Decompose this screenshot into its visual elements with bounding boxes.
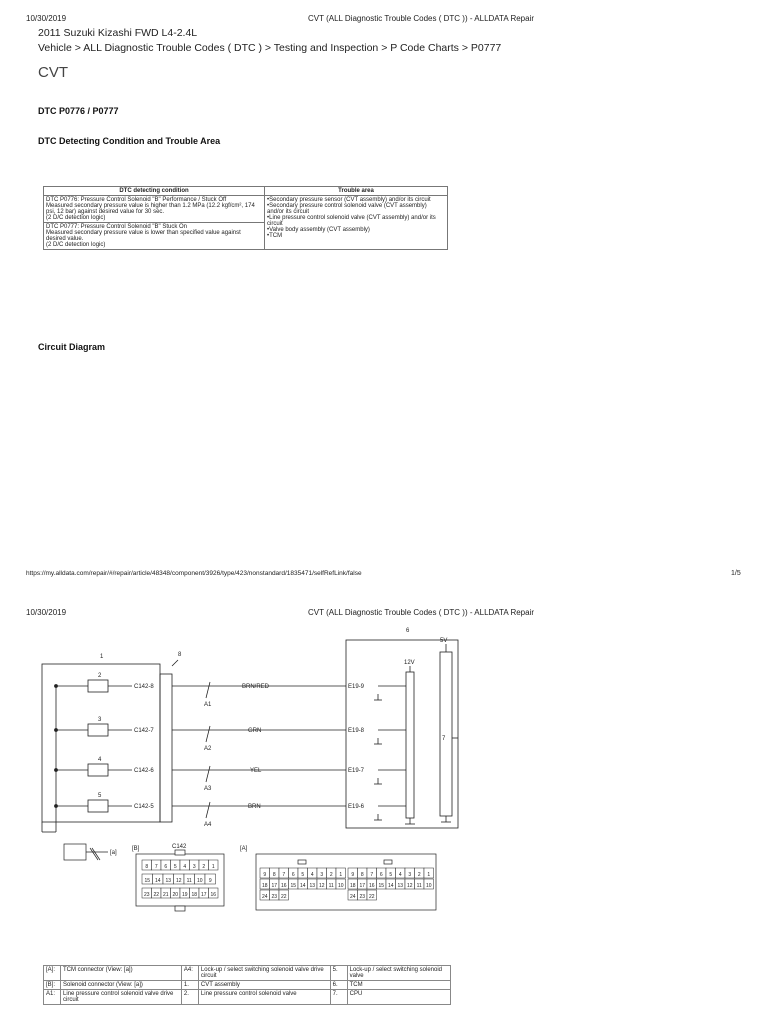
pin-number: 9 [351,872,355,878]
wire-color: BRN/RED [242,684,270,690]
cell-line: Measured secondary pressure value is lower than specified value against desired value. [46,230,241,242]
pin-number: 17 [359,883,366,889]
legend-cell: 7. [330,990,347,1005]
pin-number: 21 [162,892,169,898]
dtc-trouble-area [265,196,448,250]
pin-number: 18 [191,892,198,898]
supply-block [406,672,414,818]
legend-cell: TCM connector (View: [a]) [61,966,182,981]
pin-number: 22 [368,894,375,900]
pin-e19-9: E19-9 [348,684,365,690]
cell-line: (2 D/C detection logic) [46,215,106,221]
pin-number: 16 [368,883,375,889]
pin-number: 2 [202,864,206,870]
pin-number: 8 [360,872,364,878]
page2-header-title: CVT (ALL Diagnostic Trouble Codes ( DTC )) - ALLDATA Repair [308,608,535,617]
cell-line: •Secondary pressure control solenoid valve (CVT assembly) and/or its circuit [267,203,427,215]
pin-number: 15 [290,883,297,889]
legend-cell: 1. [181,981,198,990]
label-4: 4 [98,757,102,763]
pin-number: 10 [337,883,344,889]
legend-cell: A4: [181,966,198,981]
cell-line: •TCM [267,233,283,239]
pin-number: 12 [318,883,325,889]
section-title: CVT [38,64,68,81]
circuit-diagram [38,622,478,914]
pin-number: 9 [208,878,212,884]
pin-number: 16 [210,892,217,898]
connector-b-label: [B] [132,846,140,852]
pin-number: 10 [196,878,203,884]
pin-number: 14 [387,883,394,889]
legend-row [44,981,451,990]
dtc-row-p0776 [44,196,265,223]
footer-page-number: 1/5 [731,570,741,577]
pin-number: 4 [398,872,402,878]
pin-number: 11 [328,883,334,889]
connector-view-icon [64,844,86,860]
legend-cell: CVT assembly [198,981,330,990]
pin-c142-6: C142-6 [134,768,154,774]
dtc-col-condition: DTC detecting condition [44,187,265,196]
cell-line: •Secondary pressure sensor (CVT assembly) and/or its circuit [267,197,431,203]
condition-heading: DTC Detecting Condition and Trouble Area [38,136,221,146]
pin-number: 6 [291,872,295,878]
label-3: 3 [98,717,102,723]
dtc-col-area: Trouble area [265,187,448,196]
footer-url[interactable]: https://my.alldata.com/repair/#/repair/article/48348/component/3926/type/423/nonstandard/1835471/selfRefLink/false [26,570,362,577]
pin-number: 2 [329,872,333,878]
label-7: 7 [442,736,446,742]
header-date: 10/30/2019 [26,14,67,23]
pin-number: 4 [310,872,314,878]
cell-line: •Valve body assembly (CVT assembly) [267,227,370,233]
legend-cell: 5. [330,966,347,981]
label-6: 6 [406,628,410,634]
pin-number: 1 [211,864,215,870]
circuit-heading: Circuit Diagram [38,342,106,352]
pin-number: 4 [183,864,187,870]
pin-number: 15 [144,878,151,884]
circuit-label: A3 [204,786,212,792]
connector-a-label: [A] [240,846,248,852]
page2-header-date: 10/30/2019 [26,608,67,617]
pin-number: 8 [272,872,276,878]
pin-number: 13 [165,878,172,884]
pin-number: 17 [200,892,207,898]
circuit-label: A4 [204,822,212,828]
breadcrumb[interactable]: Vehicle > ALL Diagnostic Trouble Codes ( DTC ) > Testing and Inspection > P Code Charts > P0777 [38,42,502,54]
pin-number: 23 [271,894,278,900]
pin-c142-5: C142-5 [134,804,154,810]
dtc-heading: DTC P0776 / P0777 [38,106,119,116]
pin-number: 23 [359,894,366,900]
pin-number: 8 [145,864,149,870]
wire-color: GRN [248,728,262,734]
pin-number: 22 [153,892,160,898]
pin-number: 18 [349,883,356,889]
legend-cell: A1: [44,990,61,1005]
pin-number: 14 [299,883,306,889]
pin-e19-7: E19-7 [348,768,365,774]
pin-number: 20 [172,892,179,898]
pin-number: 24 [349,894,356,900]
circuit-label: A1 [204,702,212,708]
legend-cell: Line pressure control solenoid valve drive circuit [61,990,182,1005]
pin-number: 5 [173,864,177,870]
pin-number: 22 [280,894,287,900]
legend-cell: [B]: [44,981,61,990]
pin-number: 23 [143,892,150,898]
legend-row [44,990,451,1005]
legend-cell: 2. [181,990,198,1005]
pin-number: 3 [408,872,412,878]
view-label: [a] [110,850,117,856]
pin-number: 5 [301,872,305,878]
legend-cell: [A]: [44,966,61,981]
label-1: 1 [100,654,104,660]
pin-number: 11 [416,883,422,889]
pin-number: 3 [192,864,196,870]
pin-number: 7 [282,872,286,878]
cpu-block [440,652,452,816]
pin-number: 3 [320,872,324,878]
pin-number: 14 [154,878,161,884]
pin-number: 13 [397,883,404,889]
cell-line: •Line pressure control solenoid valve (CVT assembly) and/or its circuit [267,215,436,227]
pin-number: 16 [280,883,287,889]
pin-number: 6 [164,864,168,870]
legend-cell: Lock-up / select switching solenoid valve drive circuit [198,966,330,981]
solenoid-connector-block [160,674,172,822]
pin-number: 2 [417,872,421,878]
header-title: CVT (ALL Diagnostic Trouble Codes ( DTC )) - ALLDATA Repair [308,14,535,23]
label-2: 2 [98,673,102,679]
pin-number: 7 [154,864,158,870]
legend-table [43,965,451,1005]
pin-number: 9 [263,872,267,878]
pin-number: 5 [389,872,393,878]
legend-cell: TCM [347,981,450,990]
pin-number: 7 [370,872,374,878]
pin-number: 15 [378,883,385,889]
pin-number: 1 [339,872,343,878]
label-5v: 5V [440,638,448,644]
legend-row [44,966,451,981]
pin-number: 6 [379,872,383,878]
c142-label: C142 [172,844,187,850]
pin-number: 17 [271,883,278,889]
cell-line: Measured secondary pressure value is higher than 1.2 MPa (12.2 kgf/cm², 174 psi, 12 bar) against desired value for 30 sec. [46,203,255,215]
pin-number: 12 [406,883,413,889]
pin-number: 24 [261,894,268,900]
label-8: 8 [178,652,182,658]
pin-number: 18 [261,883,268,889]
pin-e19-6: E19-6 [348,804,365,810]
dtc-row-p0777 [44,223,265,250]
legend-cell: Line pressure control solenoid valve [198,990,330,1005]
pin-number: 13 [309,883,316,889]
label-12v: 12V [404,660,415,666]
dtc-table [43,186,448,250]
tcm-box [346,640,458,828]
label-5: 5 [98,793,102,799]
pin-number: 11 [186,878,192,884]
pin-number: 19 [181,892,188,898]
legend-cell: Lock-up / select switching solenoid valve [347,966,450,981]
vehicle-title: 2011 Suzuki Kizashi FWD L4-2.4L [38,27,198,39]
wire-color: YEL [250,768,262,774]
cell-line: DTC P0777: Pressure Control Solenoid "B" Stuck On [46,224,187,230]
pin-number: 1 [427,872,431,878]
legend-cell: CPU [347,990,450,1005]
pin-c142-7: C142-7 [134,728,154,734]
cell-line: DTC P0776: Pressure Control Solenoid "B" Performance / Stuck Off [46,197,227,203]
legend-cell: Solenoid connector (View: [a]) [61,981,182,990]
legend-cell: 6. [330,981,347,990]
pin-c142-8: C142-8 [134,684,154,690]
pin-number: 10 [425,883,432,889]
wire-color: BRN [248,804,261,810]
pin-e19-8: E19-8 [348,728,365,734]
cell-line: (2 D/C detection logic) [46,242,106,248]
circuit-label: A2 [204,746,212,752]
pin-number: 12 [175,878,182,884]
